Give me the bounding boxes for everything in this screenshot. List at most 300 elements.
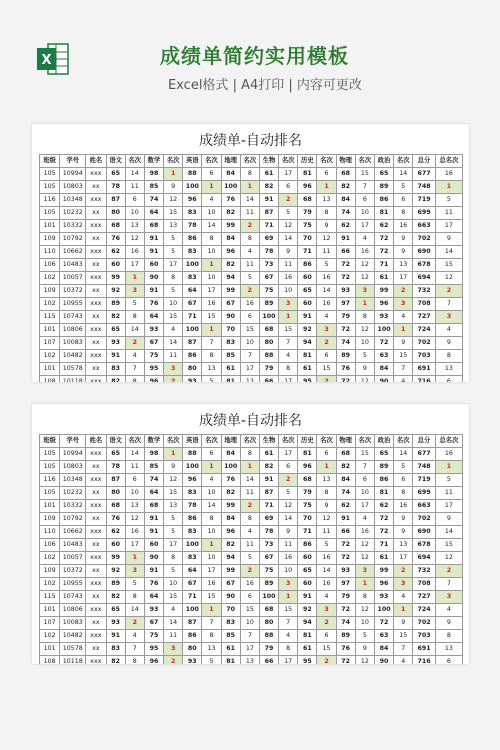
table-cell: 727 [413,311,436,324]
table-cell: 82 [106,311,125,324]
table-cell: 15 [164,207,183,220]
table-cell: 8 [435,350,462,363]
table-cell: 72 [336,324,355,337]
table-cell: 727 [413,591,436,604]
table-row [40,337,463,350]
table-cell: 6 [279,181,298,194]
table-cell: 13 [125,220,144,233]
table-cell: 16 [435,168,462,181]
table-cell: 14 [164,337,183,350]
table-cell: 101 [40,604,60,617]
table-cell: xx [86,311,106,324]
table-cell: 83 [106,363,125,376]
table-cell: xx [86,181,106,194]
table-cell: 15 [317,643,336,656]
table-cell: 10332 [60,500,86,513]
table-cell: 79 [298,207,317,220]
table-cell: 81 [298,630,317,643]
table-cell: 12 [435,552,462,565]
table-cell: 105 [40,448,60,461]
table-cell: 15 [164,311,183,324]
table-cell: 5 [394,461,413,474]
table-cell: 74 [336,617,355,630]
table-cell: 72 [336,552,355,565]
table-cell: 12 [317,233,336,246]
table-cell: 110 [40,526,60,539]
table-cell: 76 [336,363,355,376]
table-cell: 65 [106,448,125,461]
table-cell: 13 [317,474,336,487]
table-cell: 83 [106,643,125,656]
table-cell: 102 [40,630,60,643]
table-cell: 61 [298,363,317,376]
table-cell: 92 [298,604,317,617]
table-cell: 99 [106,272,125,285]
table-cell: 75 [298,500,317,513]
table-cell: 93 [106,617,125,630]
table-cell: 83 [183,526,202,539]
table-cell: 8 [125,376,144,383]
table-cell: 81 [374,207,393,220]
table-cell: 2 [240,285,259,298]
table-cell: 17 [279,448,298,461]
column-header: 政治 [374,155,393,168]
table-cell: 84 [221,448,240,461]
table-cell: 14 [164,617,183,630]
table-cell: 80 [106,207,125,220]
table-cell: 83 [183,487,202,500]
table-cell: 4 [317,311,336,324]
table-cell: 16 [355,526,374,539]
column-header: 名次 [394,155,413,168]
table-cell: 82 [106,656,125,665]
table-cell: 62 [336,220,355,233]
table-cell: 2 [394,565,413,578]
table-cell: 60 [298,578,317,591]
table-cell: 16 [317,272,336,285]
table-cell: 15 [279,324,298,337]
table-cell: 68 [259,324,278,337]
column-header: 总名次 [435,155,462,168]
table-row [40,363,463,376]
table-cell: 102 [40,298,60,311]
table-cell: 13 [394,259,413,272]
table-cell: 8 [164,552,183,565]
table-cell: 10 [125,487,144,500]
table-cell: 65 [298,565,317,578]
table-cell: 16 [202,578,221,591]
table-cell: 76 [106,233,125,246]
table-cell: 92 [298,324,317,337]
table-cell: 96 [144,376,163,383]
table-cell: 9 [164,181,183,194]
table-cell: 3 [279,298,298,311]
table-cell: 9 [394,246,413,259]
table-row [40,487,463,500]
table-cell: 7 [394,363,413,376]
table-cell: 15 [317,363,336,376]
column-header: 名次 [125,155,144,168]
logo-letter: X [41,53,52,68]
table-cell: 75 [259,565,278,578]
table-row [40,207,463,220]
table-cell: xxx [86,376,106,383]
column-header: 历史 [298,435,317,448]
table-cell: 1 [202,259,221,272]
table-cell: 677 [413,168,436,181]
table-cell: 93 [144,324,163,337]
table-cell: 6 [355,474,374,487]
table-cell: 90 [374,656,393,665]
table-cell: 70 [298,233,317,246]
table-cell: 68 [144,220,163,233]
table-cell: 14 [279,513,298,526]
table-cell: 14 [279,233,298,246]
table-cell: 62 [374,500,393,513]
table-cell: 7 [202,337,221,350]
table-cell: 719 [413,194,436,207]
table-cell: 61 [259,448,278,461]
table-cell: 68 [336,448,355,461]
table-cell: 9 [355,363,374,376]
table-cell: 62 [336,500,355,513]
column-header: 名次 [240,435,259,448]
table-cell: 15 [435,539,462,552]
table-cell: 1 [394,324,413,337]
table-cell: 16 [317,578,336,591]
table-cell: 83 [183,246,202,259]
table-cell: xx [86,337,106,350]
table-cell: 6 [240,591,259,604]
table-cell: xxx [86,324,106,337]
table-cell: 92 [106,565,125,578]
table-cell: 72 [374,526,393,539]
table-cell: 3 [435,591,462,604]
table-cell: 64 [144,487,163,500]
table-cell: 65 [298,285,317,298]
table-cell: 10792 [60,513,86,526]
table-row [40,246,463,259]
table-cell: 68 [298,474,317,487]
table-cell: 96 [298,181,317,194]
table-cell: 72 [336,259,355,272]
table-cell: xxx [86,500,106,513]
table-cell: 91 [259,474,278,487]
column-header: 名次 [164,435,183,448]
table-cell: 100 [183,324,202,337]
table-cell: xxx [86,526,106,539]
table-cell: 78 [259,246,278,259]
table-cell: 93 [106,337,125,350]
table-cell: 64 [144,207,163,220]
table-cell: 4 [164,324,183,337]
table-cell: 13 [240,656,259,665]
table-cell: 65 [106,604,125,617]
table-cell: 1 [317,461,336,474]
table-cell: 2 [317,376,336,383]
table-cell: 678 [413,539,436,552]
table-cell: 5 [435,474,462,487]
table-cell: 71 [183,591,202,604]
table-cell: 694 [413,552,436,565]
table-cell: 10232 [60,207,86,220]
table-cell: 100 [374,604,393,617]
table-cell: 1 [202,461,221,474]
table-cell: 14 [202,500,221,513]
table-cell: 93 [183,376,202,383]
table-cell: 13 [240,376,259,383]
table-cell: 60 [106,539,125,552]
table-cell: 702 [413,617,436,630]
table-cell: 6 [435,376,462,383]
table-cell: 99 [374,565,393,578]
table-cell: 4 [279,630,298,643]
table-row [40,448,463,461]
table-cell: 10348 [60,474,86,487]
score-sheet-2 [32,404,469,664]
table-cell: 14 [394,168,413,181]
table-cell: 76 [144,298,163,311]
excel-logo-icon [36,41,70,77]
table-cell: 71 [298,526,317,539]
table-cell: 16 [279,552,298,565]
table-cell: 101 [40,220,60,233]
table-cell: 86 [183,630,202,643]
table-cell: 10994 [60,448,86,461]
table-cell: xx [86,461,106,474]
table-cell: 99 [221,285,240,298]
table-cell: 10743 [60,311,86,324]
table-row [40,311,463,324]
table-cell: 12 [435,272,462,285]
table-cell: xx [86,591,106,604]
table-cell: 10 [279,285,298,298]
table-cell: 91 [144,285,163,298]
table-cell: 8 [317,487,336,500]
table-cell: 10955 [60,578,86,591]
column-header: 班级 [40,435,60,448]
table-cell: 4 [240,526,259,539]
table-cell: 83 [183,552,202,565]
page-subtitle: Excel格式 | A4打印 | 内容可更改 [168,78,362,93]
table-cell: 91 [259,194,278,207]
table-cell: 8 [125,311,144,324]
table-cell: 8 [240,168,259,181]
table-cell: 90 [144,272,163,285]
table-cell: 690 [413,246,436,259]
table-cell: 5 [202,656,221,665]
table-cell: 64 [144,311,163,324]
table-cell: 73 [259,539,278,552]
table-cell: 81 [298,448,317,461]
table-cell: 11 [435,487,462,500]
table-cell: 5 [164,233,183,246]
table-cell: 96 [183,474,202,487]
table-cell: 3 [164,363,183,376]
table-cell: 14 [317,285,336,298]
table-cell: 5 [164,246,183,259]
table-cell: 10 [240,337,259,350]
table-cell: 17 [279,656,298,665]
column-header: 名次 [164,155,183,168]
table-cell: 14 [240,194,259,207]
table-cell: 10348 [60,194,86,207]
table-cell: 17 [164,539,183,552]
column-header: 名次 [394,435,413,448]
table-cell: 702 [413,233,436,246]
table-cell: 17 [279,168,298,181]
table-cell: 17 [164,259,183,272]
table-cell: 13 [125,500,144,513]
table-cell: 10483 [60,539,86,552]
table-cell: 65 [106,324,125,337]
table-cell: 12 [279,500,298,513]
table-cell: 6 [125,194,144,207]
table-cell: 17 [202,285,221,298]
table-cell: 68 [336,168,355,181]
table-cell: 5 [435,194,462,207]
table-cell: 16 [125,246,144,259]
table-cell: 5 [125,298,144,311]
column-header: 名次 [240,155,259,168]
table-cell: 87 [106,474,125,487]
table-cell: 9 [435,513,462,526]
table-cell: 1 [355,578,374,591]
column-header: 数学 [144,435,163,448]
score-sheet-1 [32,124,469,382]
table-cell: 84 [221,168,240,181]
table-cell: 1 [240,181,259,194]
table-cell: 15 [164,591,183,604]
table-cell: 677 [413,448,436,461]
table-cell: 96 [183,194,202,207]
table-cell: 60 [144,539,163,552]
table-cell: 13 [202,643,221,656]
table-cell: 79 [259,363,278,376]
table-cell: 8 [394,207,413,220]
table-cell: 11 [164,350,183,363]
table-cell: 75 [259,285,278,298]
table-cell: 15 [202,591,221,604]
table-cell: 4 [279,350,298,363]
table-cell: 85 [144,461,163,474]
table-cell: 3 [355,565,374,578]
table-cell: 2 [125,337,144,350]
table-cell: 81 [221,656,240,665]
table-cell: 5 [279,207,298,220]
table-cell: 10 [202,207,221,220]
table-cell: 96 [221,526,240,539]
table-cell: 1 [164,168,183,181]
table-cell: 8 [240,233,259,246]
table-cell: 16 [240,578,259,591]
table-cell: 62 [374,220,393,233]
table-cell: 9 [394,233,413,246]
table-cell: 4 [164,604,183,617]
table-cell: 699 [413,207,436,220]
table-cell: 100 [374,324,393,337]
page-header [0,0,500,120]
table-cell: 89 [374,461,393,474]
table-row [40,474,463,487]
table-cell: 11 [240,487,259,500]
table-cell: 86 [183,350,202,363]
column-header: 语文 [106,435,125,448]
table-row [40,604,463,617]
table-cell: 3 [435,311,462,324]
table-cell: 6 [317,350,336,363]
table-cell: 11 [125,461,144,474]
table-cell: 7 [125,643,144,656]
table-cell: 6 [317,630,336,643]
table-cell: 694 [413,272,436,285]
table-cell: 1 [435,181,462,194]
table-cell: 72 [336,272,355,285]
table-cell: 9 [435,233,462,246]
table-cell: 10083 [60,617,86,630]
table-cell: 17 [202,565,221,578]
table-cell: 2 [317,656,336,665]
table-cell: 5 [394,181,413,194]
table-cell: 708 [413,578,436,591]
table-cell: 94 [298,337,317,350]
table-cell: 93 [144,604,163,617]
table-cell: 10 [202,552,221,565]
table-cell: 6 [394,194,413,207]
table-cell: 82 [221,487,240,500]
table-cell: 4 [394,656,413,665]
table-cell: 87 [183,617,202,630]
table-cell: 67 [183,298,202,311]
table-cell: 72 [374,617,393,630]
table-cell: 11 [279,539,298,552]
table-cell: 63 [374,350,393,363]
table-cell: 67 [183,578,202,591]
table-cell: 61 [221,643,240,656]
table-cell: 82 [106,591,125,604]
table-cell: 2 [240,500,259,513]
table-cell: 83 [183,207,202,220]
table-cell: 105 [40,461,60,474]
table-cell: 8 [202,630,221,643]
table-cell: 95 [144,363,163,376]
table-cell: 90 [221,591,240,604]
column-header: 名次 [279,435,298,448]
table-cell: 12 [355,272,374,285]
table-cell: 8 [202,513,221,526]
table-cell: xx [86,539,106,552]
table-cell: 100 [221,181,240,194]
table-cell: 10483 [60,259,86,272]
table-cell: xx [86,363,106,376]
table-cell: 5 [240,272,259,285]
column-header: 英语 [183,155,202,168]
table-cell: 88 [183,448,202,461]
table-cell: 109 [40,565,60,578]
table-cell: 87 [183,337,202,350]
table-cell: 105 [40,487,60,500]
table-cell: 63 [374,630,393,643]
table-cell: 2 [279,194,298,207]
table-cell: 68 [106,500,125,513]
table-cell: 87 [106,194,125,207]
table-cell: 14 [125,324,144,337]
table-cell: 67 [221,298,240,311]
table-cell: 10 [355,487,374,500]
table-cell: 5 [240,552,259,565]
table-cell: 13 [435,363,462,376]
column-header: 名次 [317,435,336,448]
